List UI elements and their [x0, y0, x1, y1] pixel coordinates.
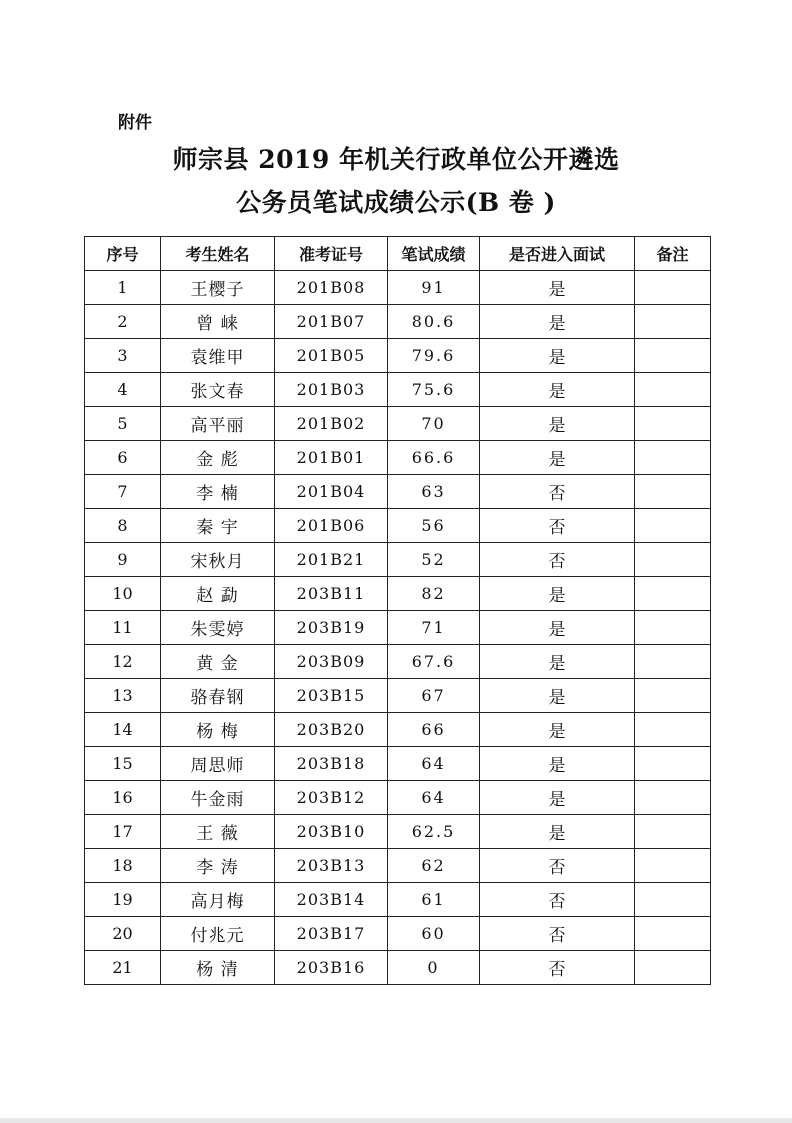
- candidate-name-cell: 朱雯婷: [161, 611, 275, 645]
- remark-cell: [635, 509, 711, 543]
- header-no: 序号: [85, 237, 161, 271]
- candidate-name-cell: 杨 清: [161, 951, 275, 985]
- exam-id-cell: 201B06: [275, 509, 388, 543]
- interview-status-cell: 否: [480, 849, 635, 883]
- row-no-cell: 7: [85, 475, 161, 509]
- row-no-cell: 5: [85, 407, 161, 441]
- interview-status-cell: 是: [480, 645, 635, 679]
- exam-id-cell: 203B11: [275, 577, 388, 611]
- header-score: 笔试成绩: [388, 237, 480, 271]
- header-exam-id: 准考证号: [275, 237, 388, 271]
- row-no-cell: 2: [85, 305, 161, 339]
- table-row: [85, 645, 711, 679]
- interview-status-cell: 否: [480, 951, 635, 985]
- row-no-cell: 15: [85, 747, 161, 781]
- interview-status-cell: 否: [480, 543, 635, 577]
- written-score-cell: 60: [388, 917, 480, 951]
- written-score-cell: 80.6: [388, 305, 480, 339]
- document-title-line2: 公务员笔试成绩公示(B 卷 ): [236, 188, 556, 217]
- written-score-cell: 62.5: [388, 815, 480, 849]
- header-remark: 备注: [635, 237, 711, 271]
- row-no-cell: 17: [85, 815, 161, 849]
- row-no-cell: 19: [85, 883, 161, 917]
- exam-id-cell: 203B09: [275, 645, 388, 679]
- interview-status-cell: 是: [480, 679, 635, 713]
- row-no-cell: 14: [85, 713, 161, 747]
- written-score-cell: 63: [388, 475, 480, 509]
- remark-cell: [635, 917, 711, 951]
- remark-cell: [635, 883, 711, 917]
- score-table: [84, 236, 711, 985]
- exam-id-cell: 203B19: [275, 611, 388, 645]
- row-no-cell: 11: [85, 611, 161, 645]
- remark-cell: [635, 407, 711, 441]
- header-name: 考生姓名: [161, 237, 275, 271]
- row-no-cell: 3: [85, 339, 161, 373]
- written-score-cell: 56: [388, 509, 480, 543]
- exam-id-cell: 201B05: [275, 339, 388, 373]
- interview-status-cell: 是: [480, 781, 635, 815]
- candidate-name-cell: 袁维甲: [161, 339, 275, 373]
- table-row: [85, 475, 711, 509]
- row-no-cell: 13: [85, 679, 161, 713]
- row-no-cell: 4: [85, 373, 161, 407]
- remark-cell: [635, 339, 711, 373]
- table-row: [85, 781, 711, 815]
- table-row: [85, 305, 711, 339]
- candidate-name-cell: 李 涛: [161, 849, 275, 883]
- interview-status-cell: 否: [480, 917, 635, 951]
- table-row: [85, 815, 711, 849]
- remark-cell: [635, 373, 711, 407]
- candidate-name-cell: 周思师: [161, 747, 275, 781]
- table-row: [85, 747, 711, 781]
- written-score-cell: 62: [388, 849, 480, 883]
- written-score-cell: 79.6: [388, 339, 480, 373]
- candidate-name-cell: 骆春钢: [161, 679, 275, 713]
- interview-status-cell: 否: [480, 883, 635, 917]
- remark-cell: [635, 645, 711, 679]
- written-score-cell: 61: [388, 883, 480, 917]
- remark-cell: [635, 543, 711, 577]
- document-title-line1: 师宗县 2019 年机关行政单位公开遴选: [172, 145, 620, 174]
- candidate-name-cell: 杨 梅: [161, 713, 275, 747]
- attachment-label: 附件: [118, 113, 152, 133]
- exam-id-cell: 201B02: [275, 407, 388, 441]
- row-no-cell: 16: [85, 781, 161, 815]
- table-body: [85, 271, 711, 985]
- row-no-cell: 9: [85, 543, 161, 577]
- row-no-cell: 21: [85, 951, 161, 985]
- interview-status-cell: 是: [480, 271, 635, 305]
- interview-status-cell: 是: [480, 611, 635, 645]
- table-row: [85, 339, 711, 373]
- written-score-cell: 82: [388, 577, 480, 611]
- exam-id-cell: 203B18: [275, 747, 388, 781]
- table-row: [85, 849, 711, 883]
- exam-id-cell: 201B07: [275, 305, 388, 339]
- candidate-name-cell: 李 楠: [161, 475, 275, 509]
- remark-cell: [635, 475, 711, 509]
- table-row: [85, 713, 711, 747]
- candidate-name-cell: 张文春: [161, 373, 275, 407]
- written-score-cell: 66.6: [388, 441, 480, 475]
- interview-status-cell: 是: [480, 305, 635, 339]
- written-score-cell: 64: [388, 781, 480, 815]
- remark-cell: [635, 747, 711, 781]
- exam-id-cell: 203B12: [275, 781, 388, 815]
- exam-id-cell: 201B01: [275, 441, 388, 475]
- exam-id-cell: 201B04: [275, 475, 388, 509]
- row-no-cell: 10: [85, 577, 161, 611]
- header-interview: 是否进入面试: [480, 237, 635, 271]
- table-row: [85, 951, 711, 985]
- interview-status-cell: 是: [480, 373, 635, 407]
- interview-status-cell: 是: [480, 407, 635, 441]
- exam-id-cell: 203B10: [275, 815, 388, 849]
- candidate-name-cell: 付兆元: [161, 917, 275, 951]
- table-row: [85, 509, 711, 543]
- candidate-name-cell: 牛金雨: [161, 781, 275, 815]
- row-no-cell: 12: [85, 645, 161, 679]
- remark-cell: [635, 951, 711, 985]
- interview-status-cell: 是: [480, 713, 635, 747]
- table-header-row: [85, 237, 711, 271]
- candidate-name-cell: 王樱子: [161, 271, 275, 305]
- table-row: [85, 543, 711, 577]
- written-score-cell: 64: [388, 747, 480, 781]
- remark-cell: [635, 781, 711, 815]
- interview-status-cell: 是: [480, 815, 635, 849]
- exam-id-cell: 201B03: [275, 373, 388, 407]
- exam-id-cell: 203B14: [275, 883, 388, 917]
- candidate-name-cell: 曾 崃: [161, 305, 275, 339]
- page-bottom-edge: [0, 1118, 792, 1123]
- candidate-name-cell: 金 彪: [161, 441, 275, 475]
- written-score-cell: 66: [388, 713, 480, 747]
- row-no-cell: 20: [85, 917, 161, 951]
- written-score-cell: 67.6: [388, 645, 480, 679]
- table-row: [85, 577, 711, 611]
- remark-cell: [635, 271, 711, 305]
- remark-cell: [635, 713, 711, 747]
- candidate-name-cell: 赵 勐: [161, 577, 275, 611]
- interview-status-cell: 否: [480, 475, 635, 509]
- exam-id-cell: 203B16: [275, 951, 388, 985]
- written-score-cell: 71: [388, 611, 480, 645]
- candidate-name-cell: 高月梅: [161, 883, 275, 917]
- remark-cell: [635, 611, 711, 645]
- exam-id-cell: 201B21: [275, 543, 388, 577]
- candidate-name-cell: 秦 宇: [161, 509, 275, 543]
- table-row: [85, 271, 711, 305]
- table-row: [85, 679, 711, 713]
- remark-cell: [635, 679, 711, 713]
- exam-id-cell: 203B15: [275, 679, 388, 713]
- exam-id-cell: 203B17: [275, 917, 388, 951]
- row-no-cell: 8: [85, 509, 161, 543]
- row-no-cell: 6: [85, 441, 161, 475]
- written-score-cell: 0: [388, 951, 480, 985]
- written-score-cell: 91: [388, 271, 480, 305]
- remark-cell: [635, 305, 711, 339]
- table-row: [85, 441, 711, 475]
- interview-status-cell: 是: [480, 577, 635, 611]
- exam-id-cell: 203B20: [275, 713, 388, 747]
- candidate-name-cell: 黄 金: [161, 645, 275, 679]
- candidate-name-cell: 高平丽: [161, 407, 275, 441]
- table-row: [85, 917, 711, 951]
- remark-cell: [635, 577, 711, 611]
- written-score-cell: 52: [388, 543, 480, 577]
- row-no-cell: 18: [85, 849, 161, 883]
- table-row: [85, 883, 711, 917]
- written-score-cell: 70: [388, 407, 480, 441]
- interview-status-cell: 是: [480, 441, 635, 475]
- candidate-name-cell: 宋秋月: [161, 543, 275, 577]
- interview-status-cell: 是: [480, 339, 635, 373]
- row-no-cell: 1: [85, 271, 161, 305]
- table-row: [85, 407, 711, 441]
- candidate-name-cell: 王 薇: [161, 815, 275, 849]
- remark-cell: [635, 849, 711, 883]
- interview-status-cell: 是: [480, 747, 635, 781]
- written-score-cell: 67: [388, 679, 480, 713]
- interview-status-cell: 否: [480, 509, 635, 543]
- exam-id-cell: 203B13: [275, 849, 388, 883]
- remark-cell: [635, 441, 711, 475]
- remark-cell: [635, 815, 711, 849]
- table-row: [85, 373, 711, 407]
- table-row: [85, 611, 711, 645]
- exam-id-cell: 201B08: [275, 271, 388, 305]
- written-score-cell: 75.6: [388, 373, 480, 407]
